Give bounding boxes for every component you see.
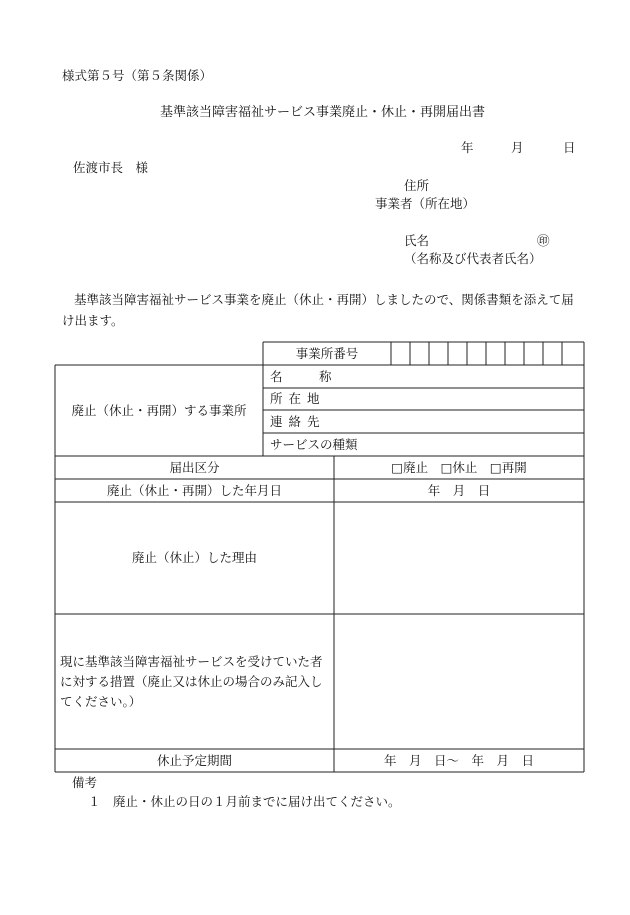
facility-name-field[interactable]: [380, 365, 584, 388]
office-number-digit-5[interactable]: [467, 342, 486, 365]
reason-field[interactable]: [334, 502, 584, 614]
form-number: 様式第５号（第５条関係）: [62, 68, 213, 83]
facility-name-label: 名 称: [270, 368, 344, 384]
office-number-digit-8[interactable]: [524, 342, 543, 365]
facility-label: 廃止（休止・再開）する事業所: [71, 402, 247, 418]
notification-type-label: 届出区分: [169, 459, 220, 475]
office-number-digit-7[interactable]: [505, 342, 524, 365]
office-number-digit-9[interactable]: [543, 342, 562, 365]
suspension-period-label: 休止予定期間: [156, 752, 232, 768]
address-label: 住所: [404, 178, 430, 193]
reason-label: 廃止（休止）した理由: [131, 550, 257, 566]
closure-date-label: 廃止（休止・再開）した年月日: [106, 482, 282, 498]
service-type-label: サービスの種類: [270, 436, 358, 452]
business-label: 事業者（所在地）: [375, 196, 476, 211]
date-month-label: 月: [511, 140, 524, 155]
office-number-digit-3[interactable]: [429, 342, 448, 365]
office-number-digit-6[interactable]: [486, 342, 505, 365]
facility-address-field[interactable]: [380, 388, 584, 410]
facility-contact-label: 連絡先: [270, 413, 326, 429]
addressee: 佐渡市長 様: [73, 160, 149, 175]
notification-type-options[interactable]: □廃止 □休止 □再開: [391, 459, 527, 475]
office-number-digit-10[interactable]: [562, 342, 584, 365]
measures-label: 現に基準該当障害福祉サービスを受けていた者に対する措置（廃止又は休止の場合のみ記入してください。）: [60, 653, 323, 709]
facility-contact-field[interactable]: [380, 410, 584, 433]
notice-text: 基準該当障害福祉サービス事業を廃止（休止・再開）しましたので、関係書類を添えて届け出ます。: [62, 292, 574, 328]
office-number-label: 事業所番号: [295, 345, 359, 361]
office-number-digit-2[interactable]: [410, 342, 429, 365]
remarks-label: 備考: [72, 775, 98, 790]
closure-date-field[interactable]: 年 月 日: [427, 482, 491, 498]
service-type-field[interactable]: [380, 433, 584, 456]
office-number-digit-1[interactable]: [391, 342, 410, 365]
seal-mark: ㊞: [537, 233, 550, 248]
suspension-period-field[interactable]: 年 月 日〜 年 月 日: [383, 752, 534, 768]
measures-field[interactable]: [334, 614, 584, 749]
date-day-label: 日: [563, 140, 576, 155]
name-note: （名称及び代表者氏名）: [404, 251, 542, 266]
office-number-digit-4[interactable]: [448, 342, 467, 365]
document-title: 基準該当障害福祉サービス事業廃止・休止・再開届出書: [160, 105, 486, 120]
date-year-label: 年: [461, 140, 474, 155]
name-label: 氏名: [404, 233, 430, 248]
remarks-item-1: １ 廃止・休止の日の１月前までに届け出てください。: [88, 794, 401, 809]
facility-address-label: 所在地: [270, 391, 326, 407]
